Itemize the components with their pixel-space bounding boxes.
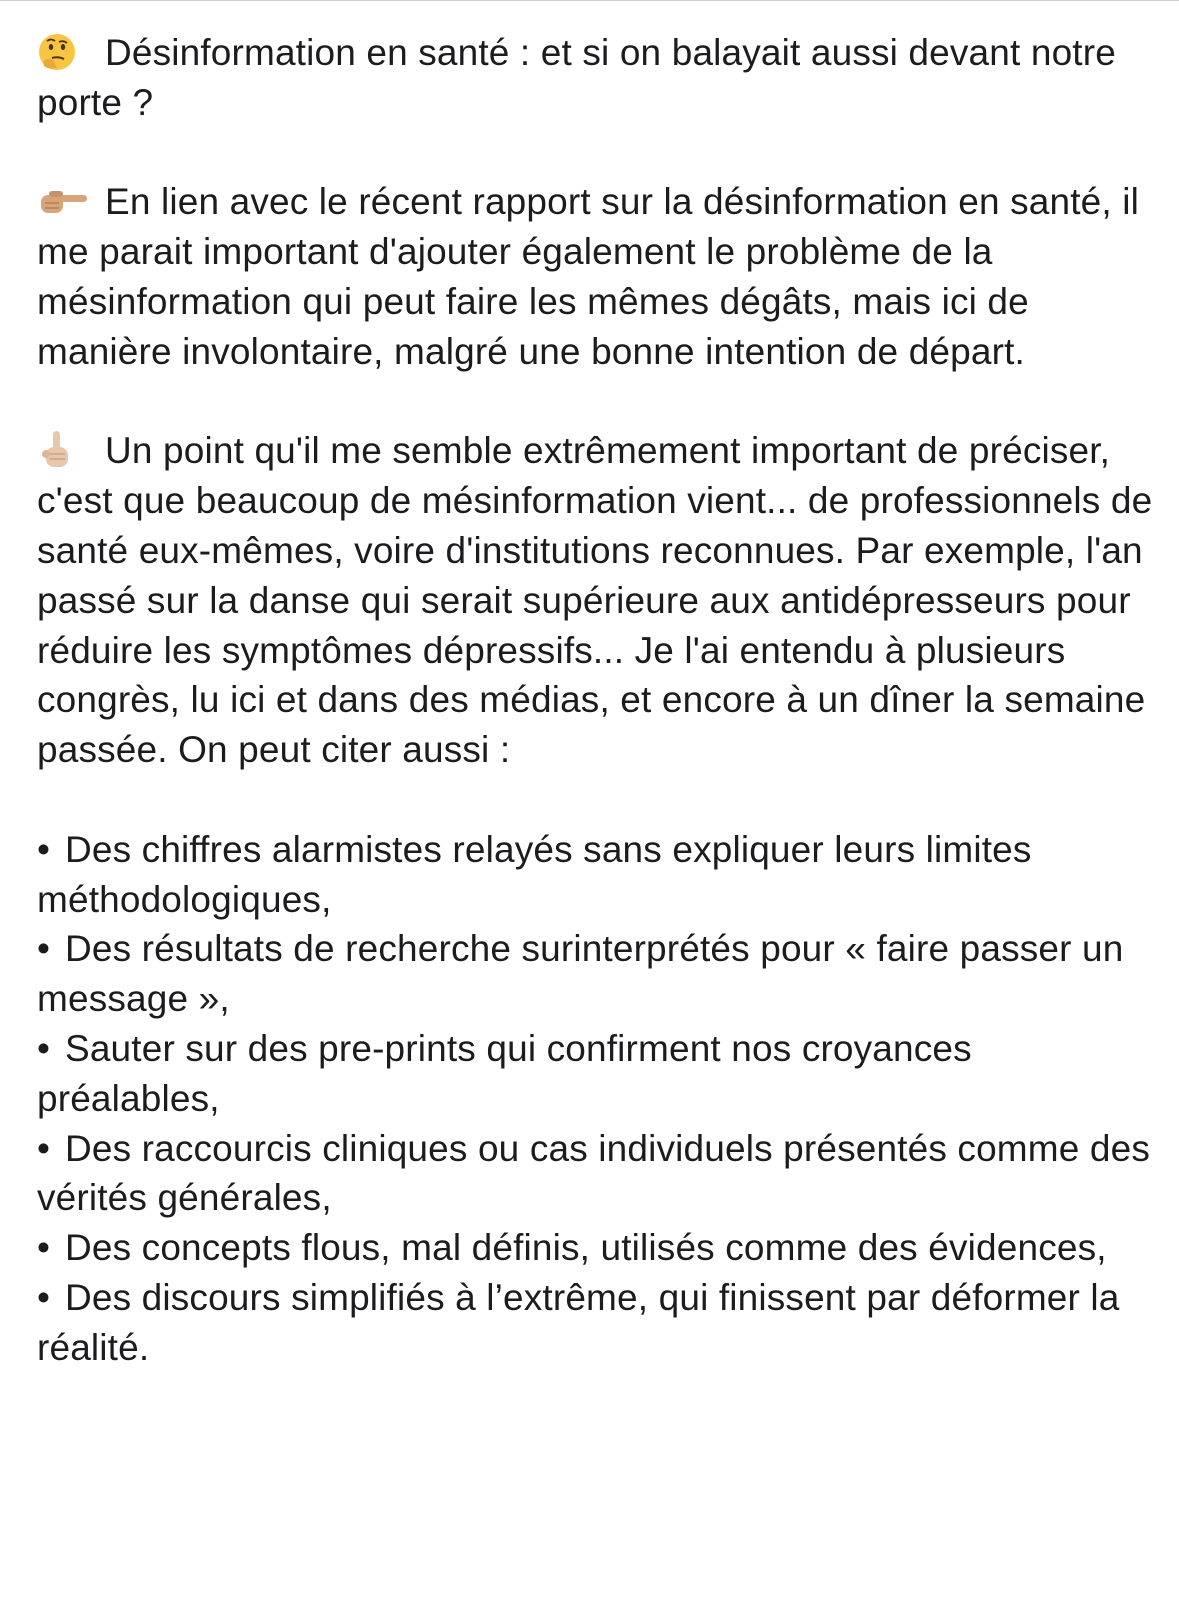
spacer — [37, 128, 1157, 178]
list-item — [37, 825, 1157, 925]
list-item — [37, 1223, 1157, 1273]
list-item — [37, 1273, 1157, 1373]
thinking-face-icon — [37, 32, 91, 72]
list-item-text: Des concepts flous, mal définis, utilisés comme des évidences, — [65, 1227, 1107, 1269]
bullet-marker: • — [37, 1127, 51, 1169]
spacer — [37, 377, 1157, 427]
list-item-text: Des raccourcis cliniques ou cas individuels présentés comme des vérités générales, — [37, 1127, 1150, 1219]
bullet-marker: • — [37, 928, 51, 970]
list-item — [37, 1024, 1157, 1124]
paragraph-1 — [37, 177, 1157, 376]
list-item-text: Des chiffres alarmistes relayés sans expliquer leurs limites méthodologiques, — [37, 828, 1032, 920]
list-item-text: Des discours simplifiés à l’extrême, qui finissent par déformer la réalité. — [37, 1276, 1120, 1368]
bullet-marker: • — [37, 1027, 51, 1069]
paragraph-2 — [37, 426, 1157, 775]
post-body — [37, 28, 1157, 1373]
list-item — [37, 1124, 1157, 1224]
spacer — [37, 775, 1157, 825]
paragraph-2-text: Un point qu'il me semble extrêmement important de préciser, c'est que beaucoup de mésinformation vient... de professionnels de santé eux-mêmes, voire d'institutions reconnues. Par exemple, l'an passé sur la danse qui serait supérieure aux antidépresseurs pour réduire les symptômes dépressifs... Je l'ai entendu à plusieurs congrès, lu ici et dans des médias, et encore à un dîner la semaine passée. On peut citer aussi : — [37, 430, 1153, 771]
bullet-marker: • — [37, 1276, 51, 1318]
index-pointing-up-icon — [37, 430, 91, 470]
list-item-text: Des résultats de recherche surinterprétés pour « faire passer un message », — [37, 928, 1124, 1020]
paragraph-1-text: En lien avec le récent rapport sur la désinformation en santé, il me parait important d'ajouter également le problème de la mésinformation qui peut faire les mêmes dégâts, mais ici de manière involontaire, malgré une bonne intention de départ. — [37, 181, 1139, 372]
pointing-right-hand-icon — [37, 181, 91, 221]
post-title-text: Désinformation en santé : et si on balayait aussi devant notre porte ? — [37, 32, 1116, 123]
post-title — [37, 28, 1157, 128]
list-item — [37, 924, 1157, 1024]
list-item-text: Sauter sur des pre-prints qui confirment nos croyances préalables, — [37, 1027, 972, 1119]
top-divider — [0, 0, 1179, 1]
bullet-marker: • — [37, 1227, 51, 1269]
bullet-marker: • — [37, 828, 51, 870]
